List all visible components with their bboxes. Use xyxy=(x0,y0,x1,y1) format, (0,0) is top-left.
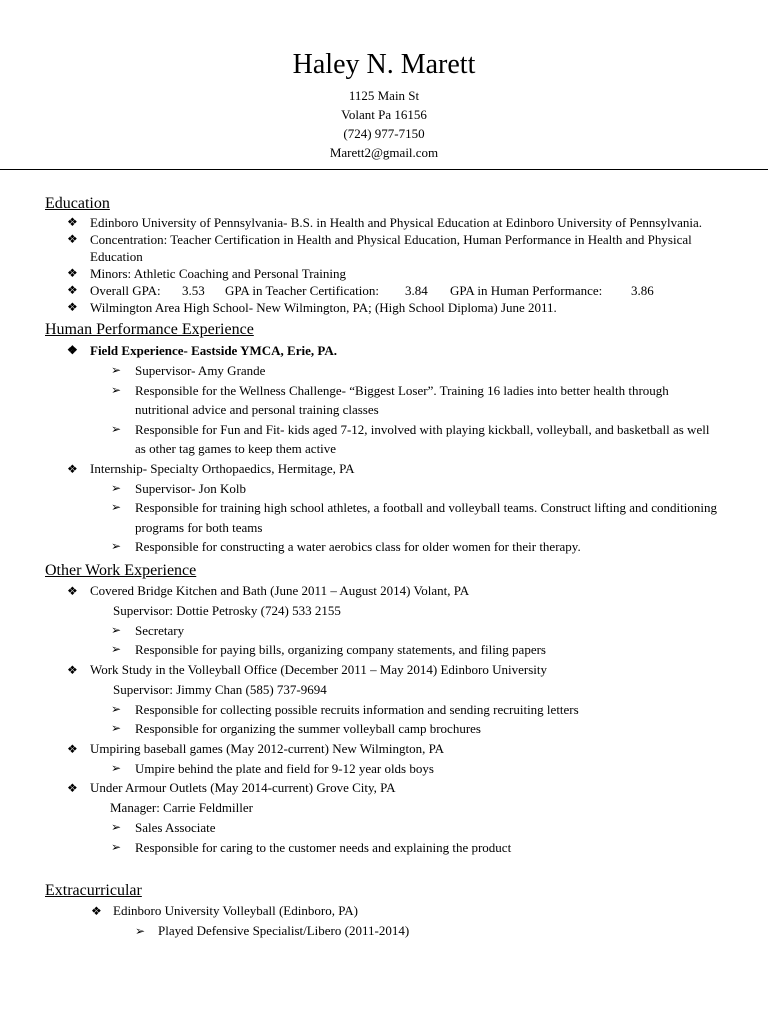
education-item: ❖ Concentration: Teacher Certification in Health and Physical Education, Human Performance in Health and Physical Education xyxy=(67,232,692,264)
diamond-bullet-icon: ❖ xyxy=(67,215,78,229)
diamond-bullet-icon: ❖ xyxy=(91,904,102,918)
arrow-bullet-icon: ➢ xyxy=(135,924,146,938)
job-supervisor: Supervisor: Dottie Petrosky (724) 533 2155 xyxy=(113,602,341,618)
section-title-other-work: Other Work Experience xyxy=(45,561,197,579)
section-title-education: Education xyxy=(45,195,110,212)
diamond-bullet-icon: ❖ xyxy=(67,266,78,280)
contact-block xyxy=(0,86,768,162)
gpa-overall-value: 3.53 xyxy=(182,283,205,298)
arrow-bullet-icon: ➢ xyxy=(111,421,122,436)
job-supervisor: Supervisor: Jimmy Chan (585) 737-9694 xyxy=(113,681,327,697)
job-bullet: ➢ Responsible for constructing a water aerobics class for older women for their therapy. xyxy=(0,537,768,557)
job-manager: Manager: Carrie Feldmiller xyxy=(110,800,253,815)
resume-name: Haley N. Marett xyxy=(292,49,476,80)
arrow-bullet-icon: ➢ xyxy=(111,539,122,553)
job-bullet: ➢ Supervisor- Amy Grande xyxy=(0,361,768,381)
gpa-teacher-value: 3.84 xyxy=(405,283,428,298)
arrow-bullet-icon: ➢ xyxy=(111,760,122,775)
job-bullet: ➢ Responsible for paying bills, organizing company statements, and filing papers xyxy=(0,640,768,660)
diamond-bullet-icon: ❖ xyxy=(67,283,78,297)
arrow-bullet-icon: ➢ xyxy=(111,480,122,495)
job-heading: ❖ Field Experience- Eastside YMCA, Erie, PA. xyxy=(0,340,768,361)
arrow-bullet-icon: ➢ xyxy=(111,382,122,397)
job-bullet: ➢ Umpire behind the plate and field for 9-12 year olds boys xyxy=(0,759,768,779)
arrow-bullet-icon: ➢ xyxy=(111,642,122,656)
diamond-bullet-icon: ❖ xyxy=(67,300,78,314)
section-title-human-performance: Human Performance Experience xyxy=(45,321,254,338)
gpa-line xyxy=(0,282,768,299)
address-line-2: Volant Pa 16156 xyxy=(341,107,427,122)
arrow-bullet-icon: ➢ xyxy=(111,839,122,854)
education-item: ❖ Wilmington Area High School- New Wilmington, PA; (High School Diploma) June 2011. xyxy=(67,300,557,315)
extracurricular-bullet: ➢ Played Defensive Specialist/Libero (2011-2014) xyxy=(0,921,768,941)
diamond-bullet-icon: ❖ xyxy=(67,232,78,246)
job-bullet: ➢ Responsible for Fun and Fit- kids aged 7-12, involved with playing kickball, volleyball, and basketball as well as other tag games to keep them active xyxy=(111,421,710,456)
phone-number: (724) 977-7150 xyxy=(343,126,425,141)
arrow-bullet-icon: ➢ xyxy=(111,622,122,637)
job-bullet: ➢ Responsible for the Wellness Challenge- “Biggest Loser”. Training 16 ladies into better health through nutritional advice and personal training classes xyxy=(111,382,669,417)
job-bullet: ➢ Supervisor- Jon Kolb xyxy=(0,479,768,499)
gpa-hp-value: 3.86 xyxy=(631,283,654,298)
gpa-hp-label: GPA in Human Performance: xyxy=(450,283,603,298)
address-line-1: 1125 Main St xyxy=(348,88,420,103)
education-item: ❖ Minors: Athletic Coaching and Personal Training xyxy=(67,266,347,281)
gpa-teacher-label: GPA in Teacher Certification: xyxy=(225,283,379,298)
job-bullet: ➢ Sales Associate xyxy=(0,818,768,838)
diamond-bullet-icon: ❖ xyxy=(67,781,78,795)
job-bullet: ➢ Responsible for organizing the summer volleyball camp brochures xyxy=(0,719,768,739)
email-address: Marett2@gmail.com xyxy=(329,145,439,160)
arrow-bullet-icon: ➢ xyxy=(111,701,122,716)
arrow-bullet-icon: ➢ xyxy=(111,500,122,514)
extracurricular-item: ❖ Edinboro University Volleyball (Edinboro, PA) xyxy=(0,901,768,921)
job-heading: ❖ Umpiring baseball games (May 2012-current) New Wilmington, PA xyxy=(0,739,768,759)
arrow-bullet-icon: ➢ xyxy=(111,721,122,735)
job-heading: ❖ Internship- Specialty Orthopaedics, Hermitage, PA xyxy=(0,459,768,479)
arrow-bullet-icon: ➢ xyxy=(111,820,122,834)
diamond-bullet-icon: ❖ xyxy=(67,741,78,756)
job-bullet: ➢ Secretary xyxy=(0,621,768,641)
diamond-bullet-icon: ❖ xyxy=(67,662,78,677)
job-bullet: ➢ Responsible for training high school athletes, a football and volleyball teams. Construct lifting and conditioning programs for both teams xyxy=(111,500,718,535)
job-bullet: ➢ Responsible for collecting possible recruits information and sending recruiting letters xyxy=(0,700,768,720)
job-bullet: ➢ Responsible for caring to the customer needs and explaining the product xyxy=(0,838,768,858)
diamond-bullet-icon: ❖ xyxy=(67,343,78,357)
gpa-overall-label: Overall GPA: xyxy=(90,283,161,298)
education-item: ❖ Edinboro University of Pennsylvania- B.S. in Health and Physical Education at Edinboro University of Pennsylvania. xyxy=(67,215,702,230)
job-heading: ❖ Work Study in the Volleyball Office (December 2011 – May 2014) Edinboro University xyxy=(0,660,768,680)
section-title-extracurricular: Extracurricular xyxy=(45,882,142,899)
job-heading: ❖ Covered Bridge Kitchen and Bath (June 2011 – August 2014) Volant, PA xyxy=(0,581,768,601)
diamond-bullet-icon: ❖ xyxy=(67,583,78,598)
job-heading: ❖ Under Armour Outlets (May 2014-current) Grove City, PA xyxy=(0,778,768,798)
arrow-bullet-icon: ➢ xyxy=(111,363,122,377)
resume-body xyxy=(0,194,768,941)
diamond-bullet-icon: ❖ xyxy=(67,461,78,476)
header-divider xyxy=(0,169,768,170)
